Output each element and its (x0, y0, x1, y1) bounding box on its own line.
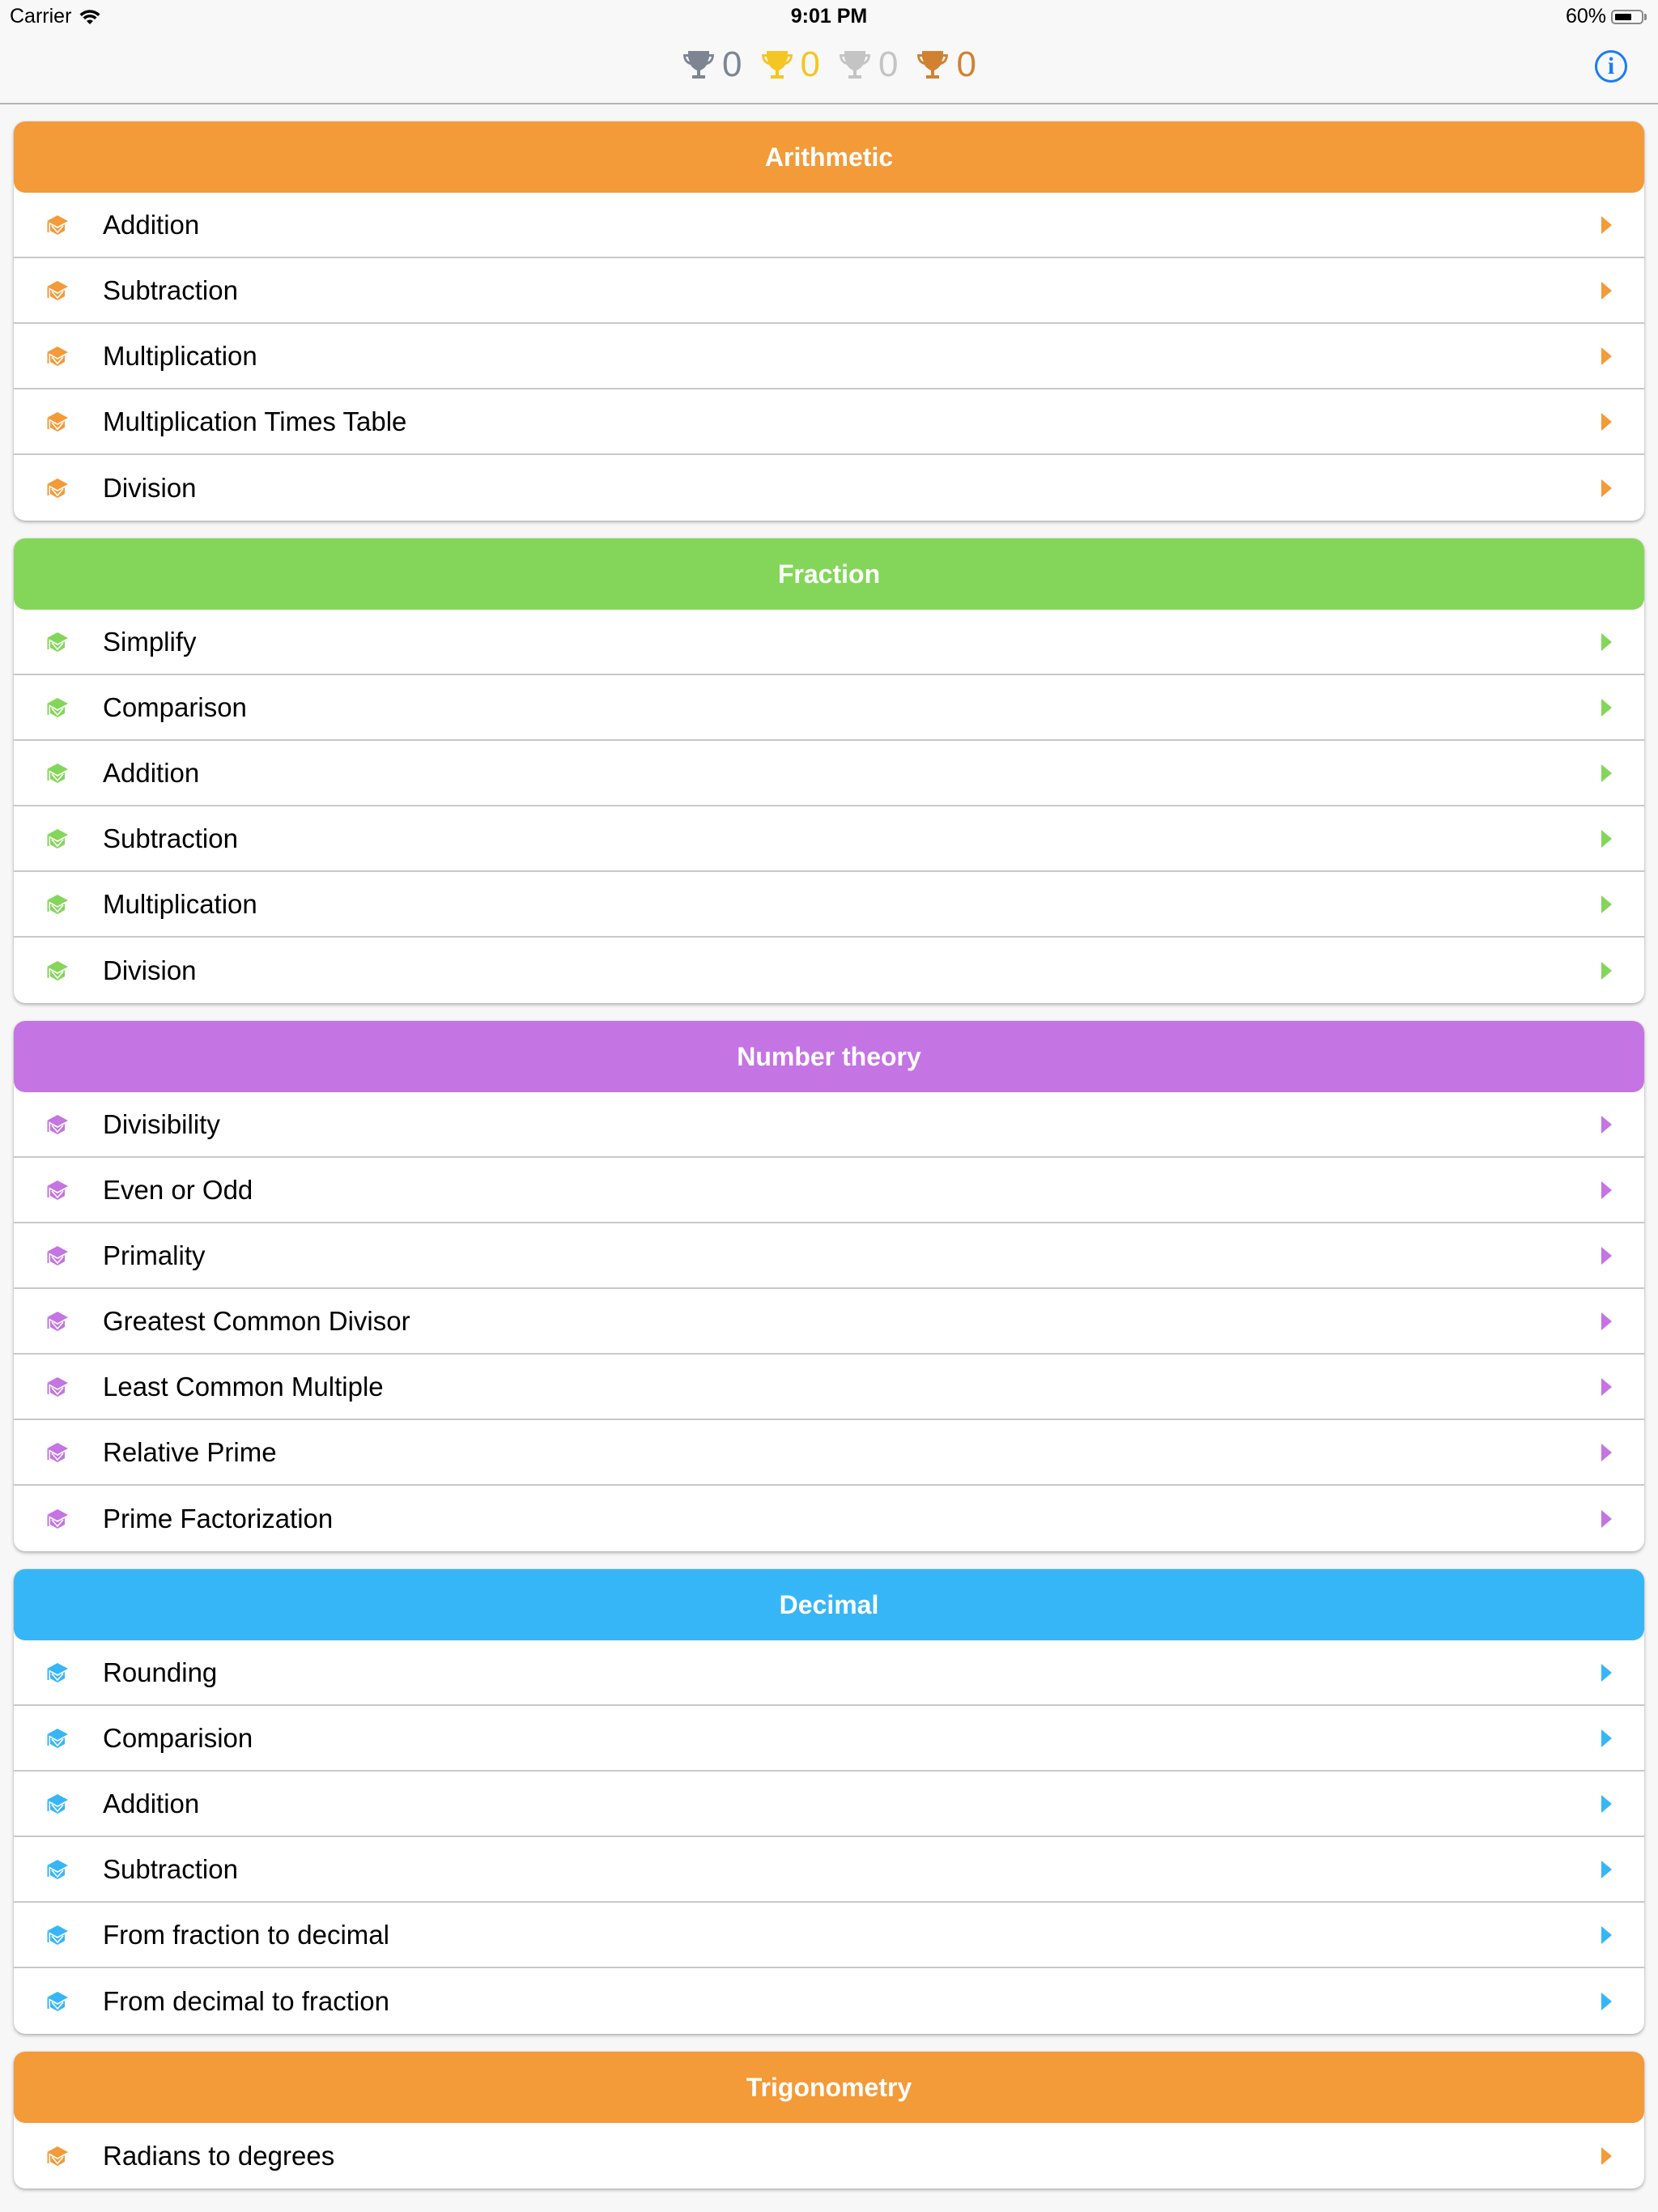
list-item[interactable] (14, 1289, 1644, 1355)
status-battery (1566, 5, 1647, 28)
chevron-right-icon (1601, 830, 1612, 848)
list-item-label: Division (103, 955, 197, 985)
list-item-label: Subtraction (103, 274, 238, 305)
graduation-cap-icon (46, 280, 69, 301)
trophy-count: 0 (800, 45, 820, 84)
chevron-right-icon (1601, 1312, 1612, 1330)
list-item[interactable] (14, 806, 1644, 872)
chevron-right-icon (1601, 895, 1612, 913)
graduation-cap-icon (46, 1925, 69, 1946)
chevron-right-icon (1601, 1181, 1612, 1199)
chevron-right-icon (1601, 962, 1612, 980)
list-item-label: Relative Prime (103, 1436, 277, 1467)
list-item-label: Multiplication Times Table (103, 406, 407, 436)
list-item-label: Addition (103, 1788, 200, 1819)
chevron-right-icon (1601, 1664, 1612, 1682)
graduation-cap-icon (46, 1245, 69, 1266)
section-header (14, 538, 1644, 610)
trophy-count: 0 (722, 45, 742, 84)
topic-list (14, 121, 1644, 2206)
section-header (14, 2052, 1644, 2123)
chevron-right-icon (1601, 1378, 1612, 1396)
list-item-label: Radians to degrees (103, 2140, 335, 2171)
graduation-cap-icon (46, 828, 69, 849)
list-item-label: From fraction to decimal (103, 1919, 389, 1950)
trophy-bronze-icon (916, 48, 950, 82)
trophy-count: 0 (878, 45, 899, 84)
list-item-label: Divisibility (103, 1108, 220, 1139)
graduation-cap-icon (46, 1114, 69, 1135)
list-item[interactable] (14, 455, 1644, 521)
section-arithmetic (14, 121, 1644, 521)
chevron-right-icon (1601, 1729, 1612, 1747)
section-header (14, 121, 1644, 193)
graduation-cap-icon (46, 894, 69, 915)
list-item[interactable] (14, 1706, 1644, 1772)
trophy-gold-counter (760, 47, 820, 83)
chevron-right-icon (1601, 413, 1612, 431)
list-item-label: Multiplication (103, 340, 257, 371)
list-item[interactable] (14, 1968, 1644, 2034)
graduation-cap-icon (46, 960, 69, 981)
list-item[interactable] (14, 1420, 1644, 1486)
chevron-right-icon (1601, 1116, 1612, 1134)
graduation-cap-icon (46, 215, 69, 236)
chevron-right-icon (1601, 1510, 1612, 1528)
trophy-counters (0, 47, 1658, 83)
section-title: Number theory (737, 1041, 921, 1071)
chevron-right-icon (1601, 633, 1612, 651)
list-item-label: Subtraction (103, 823, 238, 853)
battery-icon (1611, 10, 1643, 24)
list-item[interactable] (14, 193, 1644, 258)
list-item-label: Rounding (103, 1657, 218, 1687)
list-item[interactable] (14, 258, 1644, 324)
chevron-right-icon (1601, 1861, 1612, 1878)
list-item[interactable] (14, 610, 1644, 675)
section-number-theory (14, 1021, 1644, 1551)
list-item[interactable] (14, 1092, 1644, 1158)
section-title: Arithmetic (764, 142, 894, 172)
list-item[interactable] (14, 1837, 1644, 1903)
navigation-bar (0, 0, 1658, 104)
graduation-cap-icon (46, 1311, 69, 1332)
graduation-cap-icon (46, 411, 69, 432)
trophy-count: 0 (956, 45, 976, 84)
section-header (14, 1569, 1644, 1640)
battery-percent: 60% (1565, 5, 1606, 28)
list-item-label: Comparison (103, 691, 247, 722)
section-trigonometry (14, 2052, 1644, 2189)
graduation-cap-icon (46, 1793, 69, 1814)
section-title: Trigonometry (746, 2072, 912, 2102)
list-item-label: Addition (103, 209, 200, 240)
graduation-cap-icon (46, 697, 69, 718)
chevron-right-icon (1601, 347, 1612, 365)
graduation-cap-icon (46, 1180, 69, 1201)
list-item-label: Division (103, 472, 197, 503)
list-item[interactable] (14, 1640, 1644, 1706)
list-item[interactable] (14, 1903, 1644, 1968)
graduation-cap-icon (46, 2146, 69, 2167)
list-item[interactable] (14, 872, 1644, 938)
info-icon: i (1607, 53, 1615, 79)
chevron-right-icon (1601, 1993, 1612, 2010)
list-item-label: Addition (103, 757, 200, 788)
chevron-right-icon (1601, 1444, 1612, 1461)
list-item-label: From decimal to fraction (103, 1985, 389, 2016)
list-item[interactable] (14, 1772, 1644, 1837)
status-time: 9:01 PM (790, 5, 868, 28)
list-item[interactable] (14, 324, 1644, 389)
section-decimal (14, 1569, 1644, 2034)
section-title: Decimal (779, 1589, 879, 1619)
graduation-cap-icon (46, 1991, 69, 2012)
carrier-label: Carrier (10, 5, 72, 28)
list-item[interactable] (14, 2123, 1644, 2189)
list-item[interactable] (14, 938, 1644, 1003)
info-button[interactable] (1595, 50, 1627, 83)
list-item-label: Prime Factorization (103, 1503, 334, 1534)
list-item[interactable] (14, 675, 1644, 741)
list-item-label: Even or Odd (103, 1174, 253, 1205)
chevron-right-icon (1601, 479, 1612, 497)
list-item-label: Greatest Common Divisor (103, 1305, 410, 1336)
chevron-right-icon (1601, 1247, 1612, 1265)
list-item-label: Simplify (103, 626, 197, 657)
list-item[interactable] (14, 1355, 1644, 1420)
graduation-cap-icon (46, 478, 69, 499)
list-item[interactable] (14, 1223, 1644, 1289)
list-item-label: Multiplication (103, 888, 257, 919)
graduation-cap-icon (46, 763, 69, 784)
section-title: Fraction (777, 559, 881, 589)
chevron-right-icon (1601, 764, 1612, 782)
list-item[interactable] (14, 389, 1644, 455)
chevron-right-icon (1601, 1926, 1612, 1944)
list-item-label: Primality (103, 1240, 206, 1270)
trophy-gray-icon (682, 48, 716, 82)
graduation-cap-icon (46, 1442, 69, 1463)
graduation-cap-icon (46, 1728, 69, 1749)
list-item[interactable] (14, 1486, 1644, 1551)
trophy-silver-icon (838, 48, 872, 82)
section-fraction (14, 538, 1644, 1003)
chevron-right-icon (1601, 1795, 1612, 1813)
list-item[interactable] (14, 741, 1644, 806)
section-header (14, 1021, 1644, 1092)
list-item[interactable] (14, 1158, 1644, 1223)
chevron-right-icon (1601, 216, 1612, 234)
list-item-label: Subtraction (103, 1853, 238, 1884)
graduation-cap-icon (46, 1662, 69, 1683)
graduation-cap-icon (46, 632, 69, 653)
chevron-right-icon (1601, 282, 1612, 300)
trophy-gold-icon (760, 48, 794, 82)
graduation-cap-icon (46, 1376, 69, 1397)
graduation-cap-icon (46, 1508, 69, 1529)
trophy-silver-counter (838, 47, 898, 83)
list-item-label: Comparision (103, 1722, 253, 1753)
chevron-right-icon (1601, 2147, 1612, 2165)
trophy-gray-counter (682, 47, 742, 83)
graduation-cap-icon (46, 346, 69, 367)
list-item-label: Least Common Multiple (103, 1371, 384, 1402)
graduation-cap-icon (46, 1859, 69, 1880)
chevron-right-icon (1601, 699, 1612, 717)
trophy-bronze-counter (916, 47, 976, 83)
